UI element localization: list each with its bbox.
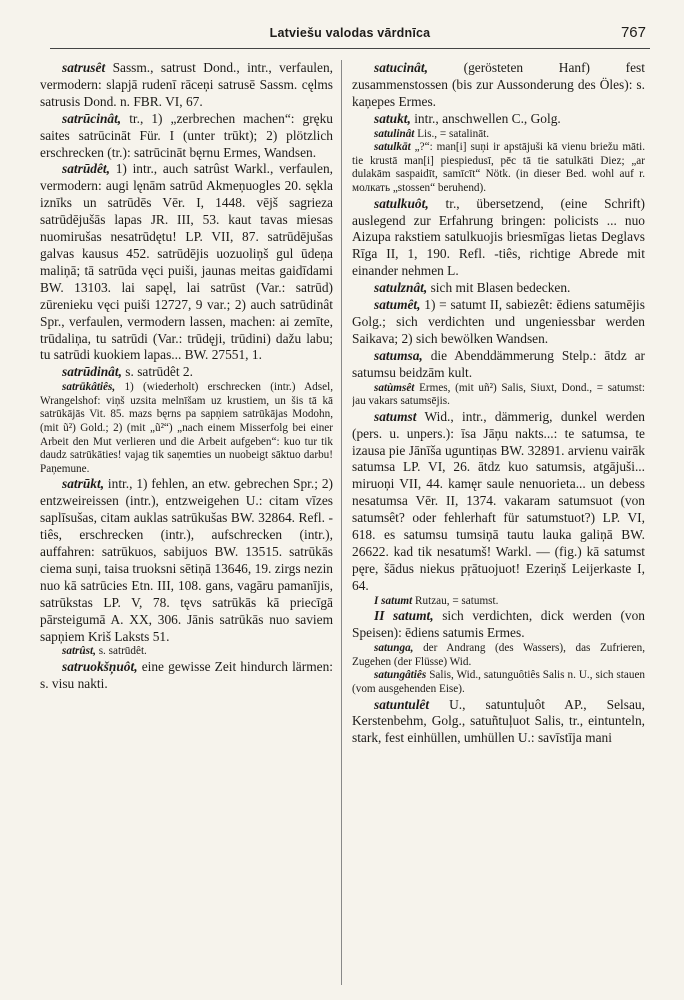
- entry-definition: 1) = satumt II, sabiezêt: ēdiens satumējis Golg.; sich verdichten und ungeniessbar werden Saikava; 2) sich bewölken Wandsen.: [352, 297, 645, 346]
- dictionary-entry: [352, 141, 645, 195]
- entry-headword: I satumt: [374, 594, 413, 607]
- entry-headword: satrūdêt,: [62, 161, 110, 177]
- entry-headword: satungâtiês: [374, 669, 427, 682]
- dictionary-entry: [40, 364, 333, 381]
- dictionary-entry: [352, 382, 645, 409]
- entry-definition: 1) intr., auch satrûst Warkl., verfaulen, vermodern: augi lęnām satrūd Akmeņuogles 20. sękla iznīks un satrūdēs Vēr. I, 1448. vējš sagrieza satrūdējušās lapas JR. III, 53. kaut tavas miesas nuomirušas nesatrūdętu! LP. VII, 87. satrūdējušas galvas kausus 452. satrūdējis uozuoliņš gul ūdeņa maliņā; tā satrūda vęci puiši, jaunas meitas gaidīdami BW. 13103. lai sapęl, lai satrūst (Var.: satrūd) zūrenieku vęci puiši 12727, 9 var.; 2) auch satrūdinât Spr., verfaulen, vermodern lassen, machen: ai zemīte, trūdaliņa, tu satrūdi (Var.: trūdęji, trūdini) dažu labu; tu satrūdi kuokiem lapas... BW. 27551, 1.: [40, 161, 333, 363]
- entry-headword: satruokšņuôt,: [62, 659, 138, 675]
- column-divider: [341, 60, 342, 985]
- entry-headword: satunga,: [374, 642, 414, 655]
- entry-headword: satumêt,: [374, 297, 421, 313]
- entry-headword: satrūdinât,: [62, 364, 122, 380]
- entry-headword: satucinât,: [374, 60, 428, 75]
- dictionary-entry: [352, 697, 645, 748]
- dictionary-entry: [352, 409, 645, 595]
- dictionary-entry: [352, 297, 645, 348]
- left-column: [40, 60, 333, 990]
- entry-definition: die Abenddämmerung Stelp.: ātdz ar satumsu beidzām kult.: [352, 347, 645, 380]
- dictionary-entry: [40, 659, 333, 693]
- entry-headword: satrūkâtiês,: [62, 381, 116, 394]
- entry-headword: satumsa,: [374, 347, 423, 363]
- entry-definition: Rutzau, = satumst.: [415, 594, 499, 607]
- entry-headword: satrūcinât,: [62, 110, 122, 126]
- dictionary-entry: [352, 60, 645, 111]
- dictionary-entry: [352, 669, 645, 696]
- running-title: Latviešu valodas vārdnīca: [269, 26, 431, 40]
- dictionary-entry: [352, 642, 645, 669]
- entry-headword: satrusêt: [62, 60, 106, 75]
- entry-headword: satulkāt: [374, 141, 411, 154]
- entry-definition: Ermes, (mit uñ²) Salis, Siuxt, Dond., = satumst: jau vakars satumsējis.: [352, 381, 645, 408]
- entry-definition: Lis., = satalināt.: [417, 127, 490, 140]
- dictionary-entry: [352, 348, 645, 382]
- entry-definition: tr., übersetzend, (eine Schrift) auslegend zur Erfahrung bringen: policists ... nuo Aizupa rakstiem satulkuojis briesmīgas lietas Deglavs Rīga II, 1, 190. Refl. -tiês, richtige Abrede mit einander nehmen L.: [352, 195, 645, 279]
- dictionary-entry: [352, 595, 645, 609]
- entry-definition: eine gewisse Zeit hindurch lärmen: s. visu nakti.: [40, 659, 333, 691]
- entry-definition: Sassm., satrust Dond., intr., verfaulen, vermodern: slapjā rudenī rāceņi satrusē Sassm. cęlms satrusis Dond. n. FBR. VI, 67.: [40, 60, 333, 109]
- entry-definition: U., satuntuļuôt AP., Selsau, Kerstenbehm, Golg., satuñtuļuot Salis, tr., eintunteln, stark, fest einhüllen, umhüllen U.: savīstīja mani: [352, 696, 645, 746]
- entry-headword: satulznât,: [374, 280, 428, 296]
- entry-definition: 1) (wiederholt) erschrecken (intr.) Adsel, Wrangelshof: viņš uzsita melnīšam uz krustiem, un šis tā kā satrūkājās Vit. 85. mazs bęrns pa sapņiem satrūkājas Modohn, (mit ũ²) Gold.; 2) (mit „ũ²“) „nach einem Misserfolg bei einer Arbeit den Mut verlieren und die Arbeit aufgeben“: kuo tur tik daudz satrūkāties! vajag tik saņemties un nuobeigt sāktuo darbu! Paņemune.: [40, 381, 333, 475]
- entry-definition: sich mit Blasen bedecken.: [430, 280, 571, 296]
- entry-headword: satrūkt,: [62, 476, 105, 492]
- entry-definition: „?“: man[i] suņi ir apstājuši kā vienu briežu māti. tie krustā man[i] piespiedusī, pēc tā tie satulkāti Diez; „ar dulakām saspaidīt, samīcīt“ Nötk. (in dieser Bed. wohl auf r. молкать „stossen“ beruhend).: [352, 141, 645, 194]
- dictionary-entry: [40, 60, 333, 111]
- entry-definition: (gerösteten Hanf) fest zusammenstossen (bis zur Aussonderung des Öles): s. kaņepes Ermes.: [352, 60, 645, 109]
- dictionary-entry: [352, 280, 645, 297]
- entry-headword: satùmsêt: [374, 381, 415, 394]
- entry-headword: satulinât: [374, 127, 415, 140]
- entry-definition: s. satrūdêt 2.: [125, 364, 193, 380]
- entry-headword: satulkuôt,: [374, 195, 429, 211]
- entry-definition: intr., 1) fehlen, an etw. gebrechen Spr.; 2) entzweireissen (intr.), entzweigehen U.: citam vīzes saplīsušas, citam auklas satrūkušas BW. 32864. Refl. -tiês, erschrecken (intr.), aufschrecken (intr.), auffahren: satrūkuos, sabijuos BW. 13515. satrūkās ciema suņi, taisa truoksni sētiņā 13646, 19. zirgs nezin nuo kā satrūcies Etn. III, 108. gans, vagāru pamanījis, satrūkstas LP. V, 78. tęvs satrūkās kā priecīgā pārsteigumā A. XX, 306. Jānis satrūkās nuo saviem sapņiem Kriš Laksts 51.: [40, 476, 333, 644]
- right-column: [352, 60, 645, 990]
- dictionary-entry: [40, 161, 333, 364]
- dictionary-entry: [40, 381, 333, 476]
- dictionary-entry: [40, 645, 333, 659]
- entry-definition: sich verdichten, dick werden (von Speisen): ēdiens satumis Ermes.: [352, 608, 645, 641]
- page-number: 767: [620, 24, 646, 41]
- page-header: [50, 22, 650, 49]
- entry-definition: s. satrūdêt.: [98, 645, 147, 658]
- dictionary-entry: [352, 608, 645, 642]
- dictionary-entry: [352, 111, 645, 128]
- entry-definition: Wid., intr., dämmerig, dunkel werden (pers. u. unpers.): īsa Jāņu nakts...: te satumsa, te izausa pie Jānīša uguntiņas BW. 32891. arvienu vairāk satumsa LP. VI, 26. ātdz kuo satumsis, atgājuši... miruoņi VII, 44. kamęr saule nenuorieta... un debess nesatumsa Vēr. II, 1374. vakaram satumsuot (von satumsêt? oder fehlerhaft für satumstuot?) LP. VI, 618. es satumsu tumsiņā tautu lauka galiņā BW. 26622. kad tik nesatumš! Warkl. — (fig.) kā satumst pęre, šādus niekus pŗātuojuot! Ezeriņš Leijerkaste I, 64.: [352, 408, 645, 593]
- entry-headword: II satumt,: [374, 608, 434, 624]
- entry-headword: satrûst,: [62, 645, 96, 658]
- entry-definition: tr., 1) „zerbrechen machen“: gręku saites satrūcināt Für. I (unter trūkt); 2) plötzlich erschrecken (tr.): satrūcināt bęrnu Ermes, Wandsen.: [40, 110, 333, 160]
- entry-headword: satukt,: [374, 110, 411, 126]
- dictionary-entry: [352, 196, 645, 281]
- entry-definition: Salis, Wid., satunguôtiês Salis n. U., sich stauen (vom ausgehenden Eise).: [352, 669, 645, 695]
- entry-definition: der Andrang (des Wassers), das Zufrieren, Zugehen (der Flüsse) Wid.: [352, 642, 645, 668]
- entry-headword: satuntulêt: [374, 696, 430, 712]
- entry-definition: intr., anschwellen C., Golg.: [414, 110, 561, 126]
- dictionary-entry: [352, 128, 645, 142]
- dictionary-entry: [40, 111, 333, 162]
- dictionary-entry: [40, 476, 333, 645]
- entry-headword: satumst: [374, 408, 417, 424]
